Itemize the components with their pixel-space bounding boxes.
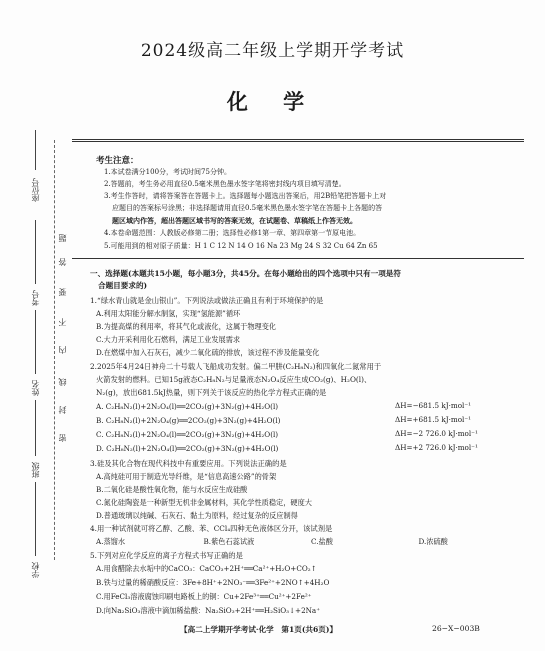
q5-option-a: A.用食醋除去水垢中的CaCO₃：CaCO₃+2H⁺══Ca²⁺+H₂O+CO₂↑	[96, 564, 317, 573]
q3-option-d: D.普通玻璃以纯碱、石灰石、黏土为原料，经过复杂的反应制得	[96, 511, 298, 520]
seal-char: 答	[58, 258, 67, 266]
q4-option-a: A.蒸馏水	[96, 537, 126, 546]
exam-id-blank	[35, 220, 36, 284]
question-1-stem: 1.“绿水青山就是金山银山”。下列说法或做法正确且有利于环境保护的是	[90, 296, 324, 305]
seat-number-label: 座位号	[31, 178, 40, 202]
question-2-stem: 2.2025年4月24日神舟二十号载人飞船成功发射。偏二甲肼(C₂H₈N₂)和四氧化二氮常用于	[90, 362, 382, 371]
q2-option-a-enthalpy: ΔH=−681.5 kJ·mol⁻¹	[395, 401, 472, 410]
section-title-line: 合题目要求的)	[98, 281, 148, 290]
page-footer: 【高二上学期开学考试·化学 第1页(共6页)】	[180, 625, 338, 634]
subject-title: 化 学	[226, 89, 319, 114]
question-4-stem: 4.用一种试剂就可将乙醇、乙酸、苯、CCl₄四种无色液体区分开，该试剂是	[90, 524, 333, 533]
q1-option-c: C.大力开采利用化石燃料，满足工业发展需求	[96, 335, 241, 344]
paper-code: 26−X−003B	[432, 624, 480, 633]
q4-option-d: D.浓硫酸	[418, 537, 448, 546]
seal-char: 线	[58, 378, 67, 386]
seal-char: 不	[58, 318, 67, 326]
divider	[72, 141, 524, 142]
divider	[72, 139, 524, 140]
q5-option-d: D.向Na₂SiO₃溶液中滴加稀盐酸：Na₂SiO₃+2H⁺══H₂SiO₃↓+2Na⁺	[96, 606, 321, 615]
q4-option-c: C.盐酸	[311, 537, 333, 546]
q2-option-c: C. C₂H₈N₂(l)+2N₂O₄(l)══2CO₂(g)+3N₂(g)+4H₂O(l)	[96, 430, 279, 439]
q1-option-a: A.利用太阳能分解水制氢，实现“氢能源”循环	[96, 309, 241, 318]
seal-char: 密	[58, 434, 67, 442]
q3-option-b: B.二氧化硅是酸性氧化物，能与水反应生成硅酸	[96, 485, 248, 494]
q1-option-d: D.在燃煤中加入石灰石，减少二氧化硫的排放，该过程不涉及能量变化	[96, 348, 320, 357]
seal-char: 内	[58, 346, 67, 354]
notice-item: 4.本卷命题范围：人教版必修第二册；选择性必修1第一章、第四章第一节原电池。	[104, 229, 361, 237]
q5-option-c: C.用FeCl₃溶液腐蚀印刷电路板上的铜：Cu+2Fe³⁺══Cu²⁺+2Fe²⁺	[96, 592, 312, 601]
notice-title: 考生注意：	[96, 156, 139, 166]
notice-item: 2.答题前，考生务必用直径0.5毫米黑色墨水签字笔将密封线内项目填写清楚。	[104, 180, 346, 188]
q2-option-d: D. C₂H₈N₂(l)+2N₂O₄(l)══2CO₂(g)+3N₂(g)+4H₂O(l)	[96, 444, 279, 453]
q2-option-b: B. C₂H₈N₂(l)+2N₂O₄(g)══2CO₂(g)+3N₂(g)+4H₂O(l)	[96, 416, 281, 425]
question-3-stem: 3.硅及其化合物在现代科技中有重要应用。下列说法正确的是	[90, 459, 287, 468]
seal-char: 封	[58, 406, 67, 414]
q1-option-b: B.为提高煤的利用率，将其气化或液化，这属于物理变化	[96, 322, 277, 331]
q3-option-c: C.氮化硅陶瓷是一种新型无机非金属材料，其化学性质稳定，硬度大	[96, 498, 312, 507]
seal-line	[54, 140, 55, 560]
school-label: 学校	[31, 562, 40, 578]
question-2-stem: N₂(g)，放出681.5kJ热量，则下列关于该反应的热化学方程式正确的是	[96, 388, 327, 397]
seal-char: 题	[58, 234, 67, 242]
q4-option-b: B.紫色石蕊试液	[203, 537, 255, 546]
question-5-stem: 5.下列对应化学反应的离子方程式书写正确的是	[90, 551, 243, 560]
notice-item: 题区域内作答，超出答题区域书写的答案无效，在试题卷、草稿纸上作答无效。	[112, 216, 357, 225]
notice-item: 5.可能用到的相对原子质量：H 1 C 12 N 14 O 16 Na 23 Mg 24 S 32 Cu 64 Zn 65	[104, 242, 378, 250]
q2-option-a: A. C₂H₈N₂(l)+2N₂O₄(l)══2CO₂(g)+3N₂(g)+4H₂O(l)	[96, 402, 279, 411]
notice-item: 3.考生作答时，请将答案答在答题卡上。选择题每小题选出答案后，用2B铅笔把答题卡上对	[104, 192, 387, 200]
school-blank	[35, 482, 36, 556]
exam-id-label: 考号	[31, 290, 40, 306]
class-blank	[35, 400, 36, 456]
q3-option-a: A.高纯硅可用于制造光导纤维，是“信息高速公路”的骨架	[96, 472, 277, 481]
q4-options	[96, 537, 526, 547]
q2-option-b-enthalpy: ΔH=+681.5 kJ·mol⁻¹	[395, 415, 472, 424]
seal-char: 要	[58, 288, 67, 296]
name-label: 姓名	[31, 380, 40, 396]
section-title	[90, 268, 530, 292]
exam-title: 2024级高二年级上学期开学考试	[140, 41, 405, 61]
notice-item: 1.本试卷满分100分，考试时间75分钟。	[104, 168, 231, 176]
name-blank	[35, 310, 36, 374]
q5-option-b: B.铁与过量的稀硝酸反应：3Fe+8H⁺+2NO₃⁻══3Fe²⁺+2NO↑+4H₂O	[96, 578, 330, 587]
q2-option-c-enthalpy: ΔH=−2 726.0 kJ·mol⁻¹	[395, 429, 478, 438]
q2-option-d-enthalpy: ΔH=+2 726.0 kJ·mol⁻¹	[395, 443, 478, 452]
question-2-stem: 火箭发射的燃料。已知15g液态C₂H₈N₂与足量液态N₂O₄反应生成CO₂(g)、H₂O(l)、	[96, 375, 372, 384]
seat-number-blank	[35, 130, 36, 170]
divider	[72, 258, 524, 259]
class-label: 班级	[31, 462, 40, 478]
section-title-line: 一、选择题(本题共15小题，每小题3分，共45分。在每小题给出的四个选项中只有一项是符	[90, 269, 401, 278]
notice-item: 应题目的答案标号涂黑；非选择题请用直径0.5毫米黑色墨水签字笔在答题卡上各题的答	[112, 204, 383, 212]
